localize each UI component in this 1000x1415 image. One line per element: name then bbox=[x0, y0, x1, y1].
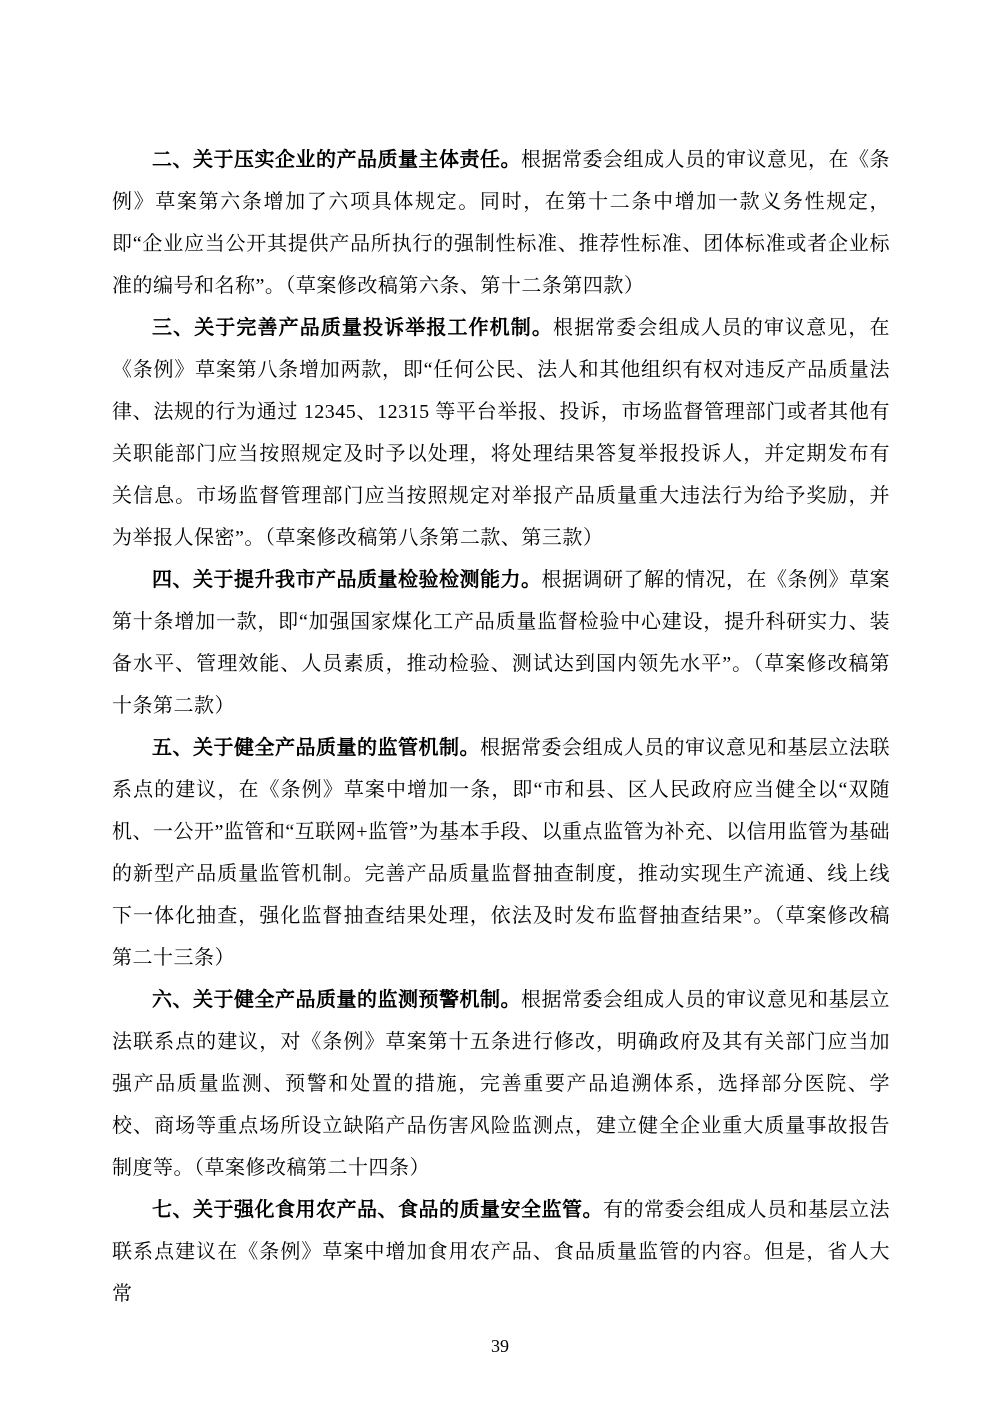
paragraph-7-heading: 七、关于强化食用农产品、食品的质量安全监管。 bbox=[152, 1199, 603, 1221]
paragraph-2-heading: 二、关于压实企业的产品质量主体责任。 bbox=[152, 149, 521, 171]
paragraph-3-text: 根据常委会组成人员的审议意见，在《条例》草案第八条增加两款，即“任何公民、法人和其他组织有权对违反产品质量法律、法规的行为通过 12345、12315 等平台举报、投诉，市场监督管理部门或者其他有关职能部门应当按照规定及时予以处理，将处理结果答复举报投诉人，并定期发布有关信息。市场监督管理部门应当按照规定对举报产品质量重大违法行为给予奖励，并为举报人保密”。（草案修改稿第八条第二款、第三款） bbox=[112, 317, 891, 549]
paragraph-4-text: 根据调研了解的情况，在《条例》草案第十条增加一款，即“加强国家煤化工产品质量监督检验中心建设，提升科研实力、装备水平、管理效能、人员素质，推动检验、测试达到国内领先水平”。（草案修改稿第十条第二款） bbox=[112, 569, 890, 717]
paragraph-6-text: 根据常委会组成人员的审议意见和基层立法联系点的建议，对《条例》草案第十五条进行修改，明确政府及其有关部门应当加强产品质量监测、预警和处置的措施，完善重要产品追溯体系，选择部分医院、学校、商场等重点场所设立缺陷产品伤害风险监测点，建立健全企业重大质量事故报告制度等。（草案修改稿第二十四条） bbox=[112, 989, 890, 1179]
page-number: 39 bbox=[491, 1336, 509, 1356]
paragraph-3 bbox=[112, 307, 890, 559]
paragraph-6-heading: 六、关于健全产品质量的监测预警机制。 bbox=[152, 989, 521, 1011]
paragraph-5 bbox=[112, 727, 890, 979]
paragraph-5-heading: 五、关于健全产品质量的监管机制。 bbox=[152, 737, 480, 759]
paragraph-4-heading: 四、关于提升我市产品质量检验检测能力。 bbox=[152, 569, 542, 591]
paragraph-2-text: 根据常委会组成人员的审议意见，在《条例》草案第六条增加了六项具体规定。同时，在第十二条中增加一款义务性规定，即“企业应当公开其提供产品所执行的强制性标准、推荐性标准、团体标准或者企业标准的编号和名称”。（草案修改稿第六条、第十二条第四款） bbox=[112, 149, 890, 297]
paragraph-7-text: 有的常委会组成人员和基层立法联系点建议在《条例》草案中增加食用农产品、食品质量监管的内容。但是，省人大常 bbox=[112, 1199, 890, 1305]
paragraph-7 bbox=[112, 1189, 890, 1315]
paragraph-3-heading: 三、关于完善产品质量投诉举报工作机制。 bbox=[152, 317, 553, 339]
paragraph-5-text: 根据常委会组成人员的审议意见和基层立法联系点的建议，在《条例》草案中增加一条，即“市和县、区人民政府应当健全以“双随机、一公开”监管和“互联网+监管”为基本手段、以重点监管为补充、以信用监管为基础的新型产品质量监管机制。完善产品质量监督抽查制度，推动实现生产流通、线上线下一体化抽查，强化监督抽查结果处理，依法及时发布监督抽查结果”。（草案修改稿第二十三条） bbox=[112, 737, 890, 969]
paragraph-4 bbox=[112, 559, 890, 727]
paragraph-6 bbox=[112, 979, 890, 1189]
document-body bbox=[112, 139, 890, 1315]
paragraph-2 bbox=[112, 139, 890, 307]
